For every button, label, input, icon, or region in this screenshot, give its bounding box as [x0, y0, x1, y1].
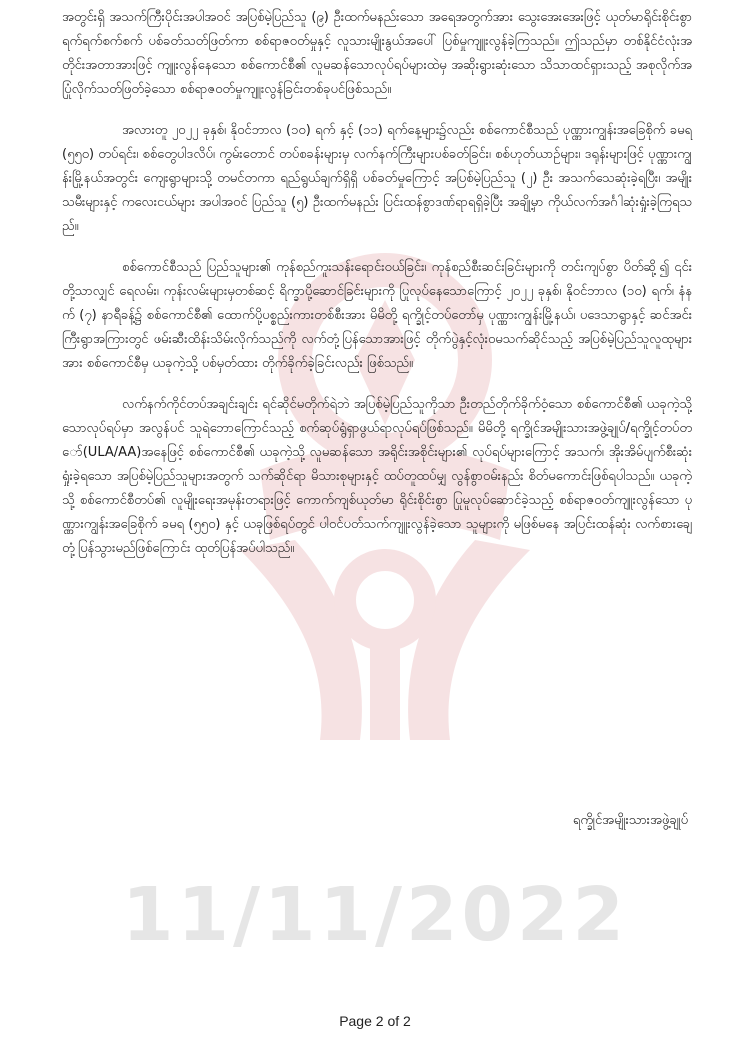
date-stamp: 11/11/2022 — [122, 872, 628, 958]
letter-body — [62, 6, 692, 578]
paragraph-4: လက်နက်ကိုင်တပ်အချင်းချင်း ရင်ဆိုင်မတိုက်ရဲဘဲ အပြစ်မဲ့ပြည်သူကိုသာ ဦးတည်တိုက်ခိုက်ဝံ့သော စစ်ကောင်စီ၏ ယခုကဲ့သို့သောလုပ်ရပ်မှာ အလွန်ပင် သူရဲဘောကြောင်သည့် စက်ဆုပ်ရွံရှာဖွယ်ရာလုပ်ရပ်ဖြစ်သည်။ မိမိတို့ ရက္ခိုင်အမျိုးသားအဖွဲ့ချုပ်/ရက္ခိုင့်တပ်တော်(ULA/AA)အနေဖြင့် စစ်ကောင်စီ၏ ယခုကဲ့သို့ လူမဆန်သော အရိုင်းအစိုင်းများ၏ လုပ်ရပ်များကြောင့် အသက်၊ အိုးအိမ်ပျက်စီးဆုံးရှုံးခဲ့ရသော အပြစ်မဲ့ပြည်သူများအတွက် သက်ဆိုင်ရာ မိသားစုများနှင့် ထပ်တူထပ်မျှ လွန်စွာဝမ်းနည်း စိတ်မကောင်းဖြစ်ရပါသည်။ ယခုကဲ့သို့ စစ်ကောင်စီတပ်၏ လူမျိုးရေးအမုန်းတရားဖြင့် ကောက်ကျစ်ယုတ်မာ ရိုင်းစိုင်းစွာ ပြုမူလုပ်ဆောင်ခဲ့သည့် စစ်ရာဇဝတ်ကျူးလွန်သော ပုဏ္ဏားကျွန်းအခြေစိုက် ခမရ (၅၅၀) နှင့် ယခုဖြစ်ရပ်တွင် ပါဝင်ပတ်သက်ကျူးလွန်ခဲ့သော သူများကို မဖြစ်မနေ အပြင်းထန်ဆုံး လက်စားချေ တုံ့ပြန်သွားမည်ဖြစ်ကြောင်း ထုတ်ပြန်အပ်ပါသည်။ — [62, 397, 692, 556]
page-number: Page 2 of 2 — [339, 1013, 411, 1029]
signature-organization: ရက္ခိုင်အမျိုးသားအဖွဲ့ချုပ် — [572, 813, 688, 828]
paragraph-3: စစ်ကောင်စီသည် ပြည်သူများ၏ ကုန်စည်ကူးသန်းရောင်းဝယ်ခြင်း၊ ကုန်စည်စီးဆင်းခြင်းများကို တင်းကျပ်စွာ ပိတ်ဆို့၍ ၎င်းတို့သာလျှင် ရေလမ်း၊ ကုန်းလမ်းများမှတစ်ဆင့် ရိက္ခာပို့ဆောင်ခြင်းများကို ပြုလုပ်နေသောကြောင့် ၂၀၂၂ ခုနှစ်၊ နိုဝင်ဘာလ (၁၀) ရက်၊ နံနက် (၇) နာရီခန့်၌ စစ်ကောင်စီ၏ ထောက်ပို့ပစ္စည်းကားတစ်စီးအား မိမိတို့ ရက္ခိုင့်တပ်တော်မှ ပုဏ္ဏားကျွန်းမြို့နယ်၊ ပဒေသာရွာနှင့် ဆင်အင်းကြီးရွာအကြားတွင် ဖမ်းဆီးထိန်းသိမ်းလိုက်သည်ကို လက်တုံ့ပြန်သောအားဖြင့် တိုက်ပွဲနှင့်လုံးဝမသက်ဆိုင်သည့် အပြစ်မဲ့ပြည်သူလူထုများအား စစ်ကောင်စီမှ ယခုကဲ့သို့ ပစ်မှတ်ထား တိုက်ခိုက်ခဲ့ခြင်းလည်း ဖြစ်သည်။ — [62, 260, 692, 371]
paragraph-1: အတွင်းရှိ အသက်ကြီးပိုင်းအပါအဝင် အပြစ်မဲ့ပြည်သူ (၉) ဦးထက်မနည်းသော အရေအတွက်အား သွေးအေးအေးဖြင့် ယုတ်မာရိုင်းစိုင်းစွာ ရက်ရက်စက်စက် ပစ်ခတ်သတ်ဖြတ်ကာ စစ်ရာဇဝတ်မှုနှင့် လူသားမျိုးနွယ်အပေါ် ပြစ်မှုကျူးလွန်ခဲ့ကြသည်။ ဤသည်မှာ တစ်နိုင်ငံလုံးအတိုင်းအတာအားဖြင့် ကျူးလွန်နေသော စစ်ကောင်စီ၏ လူမဆန်သောလုပ်ရပ်များထဲမှ အဆိုးရွားဆုံးသော သိသာထင်ရှားသည့် အစုလိုက်အပြုံလိုက်သတ်ဖြတ်ခဲ့သော စစ်ရာဇဝတ်မှုကျူးလွန်ခြင်းတစ်ခုပင်ဖြစ်သည်။ — [62, 10, 692, 97]
paragraph-2: အလားတူ ၂၀၂၂ ခုနှစ်၊ နိုဝင်ဘာလ (၁၀) ရက် နှင့် (၁၁) ရက်နေ့များ၌လည်း စစ်ကောင်စီသည် ပုဏ္ဏားကျွန်းအခြေစိုက် ခမရ (၅၅၀) တပ်ရင်း၊ စစ်တွေပါဒလိပ်၊ ကွမ်းတောင် တပ်စခန်းများမှ လက်နက်ကြီးများပစ်ခတ်ခြင်း၊ စစ်ဟုတ်ယာဉ်များ၊ ဒရုန်းများဖြင့် ပုဏ္ဏားကျွန်းမြို့နယ်အတွင်း ကျေးရွာများသို့ တမင်တကာ ရည်ရွယ်ချက်ရှိရှိ ပစ်ခတ်မှုကြောင့် အပြစ်မဲ့ပြည်သူ (၂) ဦး အသက်သေဆုံးခဲ့ရပြီး၊ အမျိုးသမီးများနှင့် ကလေးငယ်များ အပါအဝင် ပြည်သူ (၅) ဦးထက်မနည်း ပြင်းထန်စွာဒဏ်ရာရရှိခဲ့ပြီး အချို့မှာ ကိုယ်လက်အင်္ဂါဆုံးရှုံးခဲ့ကြရသည်။ — [62, 123, 692, 234]
